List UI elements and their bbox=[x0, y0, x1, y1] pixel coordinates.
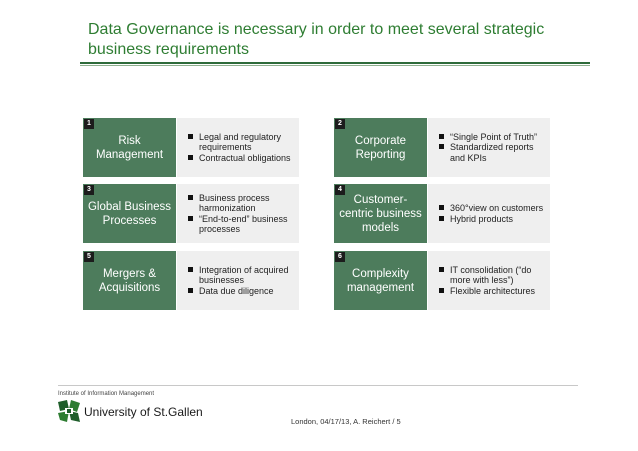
requirement-bullet bbox=[439, 265, 550, 286]
requirement-details-box bbox=[177, 251, 299, 310]
square-bullet-icon bbox=[188, 134, 193, 139]
requirement-number-badge: 3 bbox=[84, 185, 94, 195]
square-bullet-icon bbox=[439, 288, 444, 293]
requirement-bullet-text: Business process harmonization bbox=[199, 192, 270, 213]
requirement-bullet-text: “End-to-end” business processes bbox=[199, 213, 288, 234]
requirement-bullet-list bbox=[177, 265, 299, 297]
requirement-number-badge: 4 bbox=[335, 185, 345, 195]
requirement-block-5 bbox=[83, 251, 299, 310]
requirement-bullet bbox=[188, 214, 299, 235]
requirement-number-badge: 6 bbox=[335, 252, 345, 262]
requirement-number-badge: 2 bbox=[335, 119, 345, 129]
requirement-details-box bbox=[428, 251, 550, 310]
square-bullet-icon bbox=[188, 288, 193, 293]
requirement-bullet-list bbox=[177, 193, 299, 235]
slide-title: Data Governance is necessary in order to meet several strategic business requirements bbox=[88, 21, 545, 58]
requirement-bullet-list bbox=[428, 265, 550, 297]
requirement-heading: Global Business Processes bbox=[87, 200, 172, 227]
institute-name: Institute of Information Management bbox=[58, 391, 155, 397]
requirement-bullet-text: Legal and regulatory requirements bbox=[199, 131, 282, 153]
square-bullet-icon bbox=[188, 216, 193, 221]
requirement-bullet-text: 360°view on customers bbox=[450, 203, 544, 213]
requirement-bullet bbox=[439, 132, 550, 143]
requirement-number-badge: 1 bbox=[84, 119, 94, 129]
requirement-bullet bbox=[188, 286, 299, 297]
footer-citation: London, 04/17/13, A. Reichert / 5 bbox=[291, 417, 401, 426]
university-name: University of St.Gallen bbox=[84, 405, 203, 419]
requirement-bullet-list bbox=[428, 203, 550, 224]
requirement-bullet-text: “Single Point of Truth” bbox=[450, 131, 538, 142]
requirement-block-6 bbox=[334, 251, 550, 310]
title-divider-thin bbox=[80, 65, 590, 66]
requirement-block-3 bbox=[83, 184, 299, 243]
requirement-number-badge: 5 bbox=[84, 252, 94, 262]
requirement-bullet-text: Integration of acquired businesses bbox=[199, 264, 289, 286]
requirement-bullet bbox=[439, 203, 550, 214]
requirement-bullet bbox=[188, 193, 299, 214]
requirement-bullet bbox=[439, 286, 550, 297]
square-bullet-icon bbox=[439, 134, 444, 139]
requirement-details-box bbox=[177, 184, 299, 243]
university-logo-icon bbox=[58, 400, 80, 422]
requirement-heading: Corporate Reporting bbox=[354, 134, 407, 161]
square-bullet-icon bbox=[439, 216, 444, 221]
requirement-bullet-text: Data due diligence bbox=[199, 285, 274, 296]
requirement-heading: Complexity management bbox=[346, 267, 415, 294]
square-bullet-icon bbox=[439, 205, 444, 210]
requirement-bullet-text: Flexible architectures bbox=[450, 285, 536, 296]
square-bullet-icon bbox=[188, 267, 193, 272]
requirement-bullet-text: IT consolidation (“do more with less”) bbox=[450, 264, 532, 286]
requirement-bullet bbox=[188, 132, 299, 153]
square-bullet-icon bbox=[188, 155, 193, 160]
requirement-bullet-text: Contractual obligations bbox=[199, 152, 291, 163]
title-divider bbox=[80, 62, 590, 64]
requirement-bullet bbox=[188, 153, 299, 164]
requirement-bullet bbox=[439, 214, 550, 225]
square-bullet-icon bbox=[188, 195, 193, 200]
requirement-bullet-text: Hybrid products bbox=[450, 213, 514, 224]
requirement-heading-box bbox=[334, 251, 427, 310]
requirement-block-4 bbox=[334, 184, 550, 243]
requirement-heading: Customer-centric business models bbox=[339, 193, 422, 234]
requirement-bullet-list bbox=[177, 132, 299, 164]
requirement-heading-box bbox=[83, 118, 176, 177]
requirement-details-box bbox=[177, 118, 299, 177]
requirement-heading-box bbox=[83, 184, 176, 243]
requirement-heading: Risk Management bbox=[95, 134, 164, 161]
square-bullet-icon bbox=[439, 267, 444, 272]
requirement-block-1 bbox=[83, 118, 299, 177]
requirement-heading-box bbox=[334, 118, 427, 177]
requirement-heading-box bbox=[334, 184, 427, 243]
requirement-bullet bbox=[439, 142, 550, 163]
requirement-details-box bbox=[428, 118, 550, 177]
requirement-heading-box bbox=[83, 251, 176, 310]
requirement-block-2 bbox=[334, 118, 550, 177]
footer-divider bbox=[58, 385, 578, 386]
requirement-bullet-text: Standardized reports and KPIs bbox=[450, 142, 534, 163]
square-bullet-icon bbox=[439, 144, 444, 149]
requirement-bullet bbox=[188, 265, 299, 286]
requirement-details-box bbox=[428, 184, 550, 243]
requirement-heading: Mergers & Acquisitions bbox=[98, 267, 161, 294]
requirement-bullet-list bbox=[428, 132, 550, 164]
